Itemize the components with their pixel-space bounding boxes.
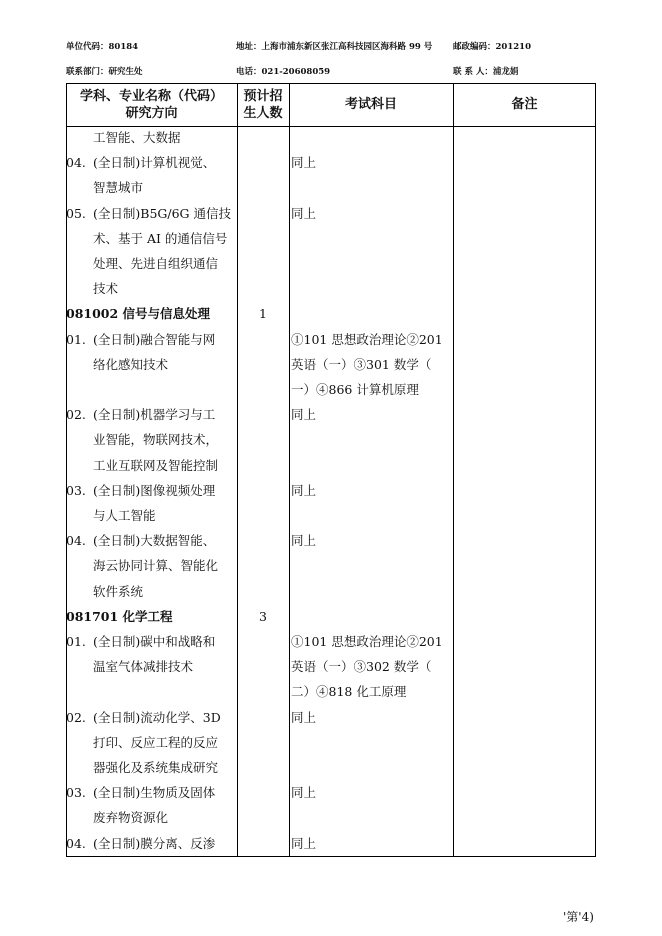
postcode: 邮政编码：201210	[453, 42, 531, 52]
direction-number: 01.	[66, 634, 86, 649]
enrollment-count: 1	[259, 306, 267, 322]
header-major	[66, 88, 237, 122]
header-count	[237, 88, 289, 122]
direction-number: 04.	[66, 155, 86, 171]
direction-number: 03.	[66, 785, 86, 801]
direction-number: 02.	[66, 709, 86, 725]
header-notes: 备注	[511, 97, 538, 112]
direction-text: 器强化及系统集成研究	[93, 760, 219, 775]
direction-text: (全日制)融合智能与网	[93, 331, 216, 347]
exam-subjects: 二）④818 化工原理	[291, 684, 407, 700]
direction-text: 业智能，物联网技术，	[93, 432, 219, 448]
direction-number: 03.	[66, 482, 86, 498]
phone: 电话：021-20608059	[236, 67, 331, 77]
direction-number: 02.	[66, 407, 86, 423]
exam-subjects: ①101 思想政治理论②201	[291, 634, 443, 649]
direction-text: 软件系统	[93, 583, 144, 599]
direction-text: (全日制)计算机视觉、	[93, 155, 216, 171]
exam-subjects: 一）④866 计算机原理	[291, 382, 419, 397]
direction-text: 处理、先进自组织通信	[93, 256, 219, 271]
direction-text: (全日制)膜分离、反渗	[93, 835, 216, 851]
header-major-line2: 研究方向	[125, 106, 178, 121]
direction-text: 技术	[93, 281, 119, 297]
major-title: 081002 信号与信息处理	[66, 306, 211, 322]
direction-text: (全日制)机器学习与工	[93, 407, 216, 423]
exam-subjects: ①101 思想政治理论②201	[291, 331, 443, 347]
column-divider	[237, 83, 238, 857]
direction-number: 05.	[66, 205, 86, 221]
exam-subjects: 同上	[291, 533, 317, 549]
exam-subjects: 英语（一）③302 数学（	[291, 659, 432, 675]
direction-text: (全日制)流动化学、3D	[93, 709, 221, 725]
direction-text: (全日制)碳中和战略和	[93, 634, 216, 649]
exam-subjects: 英语（一）③301 数学（	[291, 356, 432, 372]
column-divider	[453, 83, 454, 857]
direction-text: (全日制)B5G/6G 通信技	[93, 205, 232, 221]
direction-text: 温室气体减排技术	[93, 659, 194, 675]
direction-number: 04.	[66, 835, 86, 851]
direction-text: 工智能、大数据	[93, 130, 181, 145]
direction-text: 工业互联网及智能控制	[93, 457, 219, 473]
exam-subjects: 同上	[291, 835, 317, 851]
header-divider	[66, 126, 596, 127]
exam-subjects: 同上	[291, 482, 317, 498]
exam-subjects: 同上	[291, 205, 317, 221]
direction-text: 废弃物资源化	[93, 810, 169, 826]
exam-subjects: 同上	[291, 709, 317, 725]
header-major-line1: 学科、专业名称（代码）	[79, 89, 223, 104]
direction-text: 海云协同计算、智能化	[93, 558, 219, 574]
exam-subjects: 同上	[291, 155, 317, 171]
unit-code: 单位代码：80184	[66, 42, 139, 52]
direction-text: 术、基于 AI 的通信信号	[93, 230, 228, 246]
direction-text: 与人工智能	[93, 508, 156, 523]
exam-subjects: 同上	[291, 785, 317, 801]
enrollment-count: 3	[259, 608, 267, 624]
header-count-line1: 预计招	[243, 89, 283, 104]
direction-text: (全日制)图像视频处理	[93, 482, 216, 498]
header-exam: 考试科目	[344, 97, 397, 112]
direction-text: 络化感知技术	[93, 356, 169, 372]
address: 地址：上海市浦东新区张江高科技园区海科路 99 号	[236, 42, 433, 52]
major-title: 081701 化学工程	[66, 608, 173, 624]
direction-number: 04.	[66, 533, 86, 549]
contact: 联 系 人：浦龙娟	[453, 67, 519, 77]
department: 联系部门：研究生处	[66, 67, 143, 77]
exam-subjects: 同上	[291, 407, 317, 423]
direction-text: (全日制)大数据智能、	[93, 533, 216, 549]
direction-number: 01.	[66, 331, 86, 347]
direction-text: (全日制)生物质及固体	[93, 785, 216, 801]
header-count-line2: 生人数	[243, 106, 283, 121]
column-divider	[289, 83, 290, 857]
direction-text: 打印、反应工程的反应	[93, 734, 219, 750]
direction-text: 智慧城市	[93, 180, 144, 196]
page-number: '第'4)	[563, 910, 594, 924]
